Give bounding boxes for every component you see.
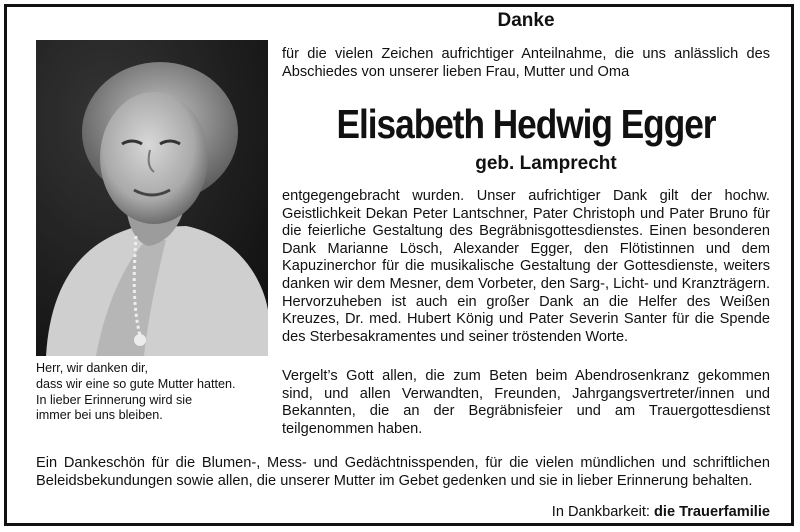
signature-prefix: In Dankbarkeit:	[551, 504, 654, 520]
signature-family: die Trauerfamilie	[654, 504, 770, 520]
photo-caption	[36, 361, 276, 424]
vergelts-gott-paragraph: Vergelt’s Gott allen, die zum Beten beim Abendrosenkranz gekommen sind, und allen Verwandten, Freunden, Jahrgangsvertreter/innen und Bekannten, die an der Begräbnisfeier und am Trauergottesdienst teilgenommen haben.	[282, 368, 770, 437]
deceased-name: Elisabeth Hedwig Egger	[336, 101, 716, 147]
heading-danke: Danke	[497, 10, 555, 31]
intro-paragraph: für die vielen Zeichen aufrichtiger Anteilnahme, die uns anlässlich des Abschiedes von unserer lieben Frau, Mutter und Oma	[282, 46, 770, 80]
signature	[552, 503, 770, 521]
portrait-photo	[36, 40, 268, 356]
maiden-name: geb. Lamprecht	[475, 153, 617, 174]
thanks-paragraph: entgegengebracht wurden. Unser aufrichtiger Dank gilt der hochw. Geistlichkeit Dekan Peter Lantschner, Pater Christoph und Pater Bruno für die feierliche Gestaltung des Begräbnisgottesdienstes. Einen besonderen Dank Marianne Lösch, Alexander Egger, den Flötistinnen und dem Kapuzinerchor für die musikalische Gestaltung der Gottesdienste, weiters danken wir dem Mesner, dem Vorbeter, den Sarg-, Licht- und Kranzträgern. Hervorzuheben ist auch ein großer Dank an die Helfer des Weißen Kreuzes, Dr. med. Hubert König und Pater Severin Santer für die Spende des Sterbesakramentes und seiner tröstenden Worte.	[282, 188, 770, 345]
caption-line: dass wir eine so gute Mutter hatten.	[36, 376, 236, 391]
caption-line: In lieber Erinnerung wird sie	[36, 392, 193, 407]
closing-paragraph: Ein Dankeschön für die Blumen-, Mess- und Gedächtnisspenden, für die vielen mündlichen und schriftlichen Beleidsbekundungen sowie allen, die unserer Mutter im Gebet gedenken und sie in lieber Erinnerung behalten.	[36, 455, 770, 489]
caption-line: Herr, wir danken dir,	[36, 361, 148, 375]
caption-line: immer bei uns bleiben.	[36, 408, 163, 423]
